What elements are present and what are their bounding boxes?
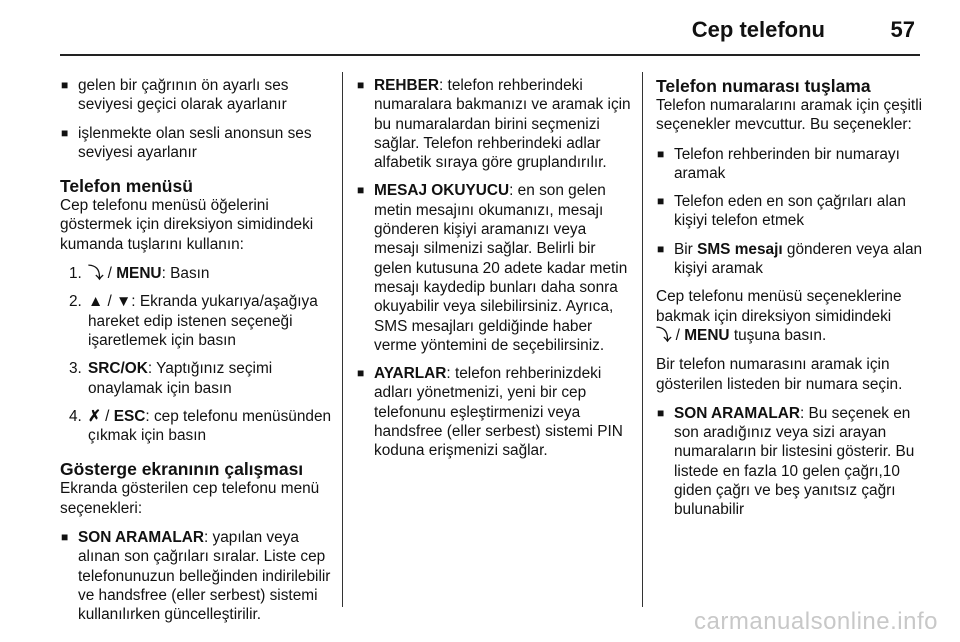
page-title: Cep telefonu bbox=[691, 17, 825, 42]
bullet-icon: ■ bbox=[657, 241, 665, 256]
step-item: 3. SRC/OK: Yaptığınız seçimi onaylamak için basın bbox=[69, 360, 273, 397]
section-heading-display: Gösterge ekranının çalışması bbox=[60, 459, 304, 480]
column-right bbox=[656, 76, 926, 529]
paragraph: Telefon numaralarını aramak için çeşitli seçenekler mevcuttur. Bu seçenekler: bbox=[656, 97, 923, 134]
list-item: ■ REHBER: telefon rehberindeki numaralara bakmanızı ve aramak için bu numaralardan birini seçmenizi sağlar. Telefon rehberindeki adlar alfabetik sıraya göre gruplandırılır. bbox=[357, 77, 631, 172]
arrow-up-down-icon: ▲ / ▼ bbox=[88, 293, 132, 311]
key-label: MENU bbox=[684, 326, 730, 344]
list-item: ■ Telefon eden en son çağrıları alan kişiyi telefon etmek bbox=[657, 193, 906, 230]
bullet-icon: ■ bbox=[657, 405, 665, 420]
key-label: MENU bbox=[116, 265, 162, 283]
list-item: ■ AYARLAR: telefon rehberinizdeki adları yönetmenizi, yeni bir cep telefonunu eşleştirmenizi veya handsfree (eller serbest) sistemi PIN koduna erişmenizi sağlar. bbox=[357, 365, 623, 460]
page-number: 57 bbox=[890, 17, 915, 42]
list-item: ■ gelen bir çağrının ön ayarlı ses seviyesi geçici olarak ayarlanır bbox=[61, 77, 289, 114]
bullet-icon: ■ bbox=[61, 530, 69, 545]
section-heading-menu: Telefon menüsü bbox=[60, 176, 193, 197]
column-left bbox=[60, 76, 332, 634]
hangup-icon: ✗ bbox=[88, 407, 101, 425]
bullet-icon: ■ bbox=[657, 194, 665, 209]
bullet-icon: ■ bbox=[61, 78, 69, 92]
bullet-icon: ■ bbox=[357, 366, 365, 381]
section-heading-dial: Telefon numarası tuşlama bbox=[656, 76, 871, 96]
column-divider bbox=[342, 72, 343, 607]
bullet-icon: ■ bbox=[657, 146, 665, 161]
phone-icon: ⤵ bbox=[88, 265, 104, 283]
bullet-icon: ■ bbox=[357, 78, 365, 92]
paragraph: Ekranda gösterilen cep telefonu menü seçenekleri: bbox=[60, 480, 320, 517]
list-item: ■ SON ARAMALAR: yapılan veya alınan son çağrıları sıralar. Liste cep telefonunuzun belleğinden indirilebilir ve handsfree (eller serbest) sistemi kullanılırken güncelleştirilir. bbox=[61, 529, 331, 624]
page-header bbox=[60, 14, 920, 56]
bullet-icon: ■ bbox=[61, 125, 69, 140]
list-item: ■ işlenmekte olan sesli anonsun ses seviyesi ayarlanır bbox=[61, 124, 312, 161]
bullet-icon: ■ bbox=[357, 183, 365, 198]
step-item: 1. ⤵ / MENU: Basın bbox=[69, 265, 210, 283]
watermark: carmanualsonline.info bbox=[694, 608, 938, 635]
key-label: ESC bbox=[113, 407, 146, 425]
column-middle bbox=[356, 76, 631, 470]
phone-icon: ⤵ bbox=[656, 326, 672, 344]
list-item: ■ Bir SMS mesajı gönderen veya alan kişiyi aramak bbox=[657, 240, 923, 278]
paragraph: Bir telefon numarasını aramak için gösterilen listeden bir numara seçin. bbox=[656, 356, 903, 393]
paragraph: Cep telefonu menüsü seçeneklerine bakmak için direksiyon simidindeki ⤵ / MENU tuşuna basın. bbox=[656, 288, 902, 344]
list-item: ■ MESAJ OKUYUCU: en son gelen metin mesajını okumanızı, mesajı gönderen kişiyi aramanızı veya mesajı silmenizi sağlar. Belirli bir gelen kutusuna 20 adete kadar metin mesajı kaydedip bunları daha sonra okuyabilir veya silebilirsiniz. Ayrıca, SMS mesajları geldiğinde haber verme yöntemini de seçebilirsiniz. bbox=[357, 182, 628, 354]
key-label: SRC/OK bbox=[88, 360, 148, 378]
list-item: ■ Telefon rehberinden bir numarayı aramak bbox=[657, 145, 900, 182]
paragraph: Cep telefonu menüsü öğelerini göstermek için direksiyon simidindeki kumanda tuşlarını kullanın: bbox=[60, 197, 314, 253]
list-item: ■ SON ARAMALAR: Bu seçenek en son aradığınız veya sizi arayan numaraların bir listesini gösterir. Bu listede en fazla 10 gelen çağrı,10 giden çağrı ve beş yanıtsız çağrı bulunabilir bbox=[657, 404, 915, 519]
step-item: 2. ▲ / ▼: Ekranda yukarıya/aşağıya hareket edip istenen seçeneği işaretlemek için basın bbox=[69, 293, 318, 349]
step-item: 4. ✗ / ESC: cep telefonu menüsünden çıkmak için basın bbox=[69, 407, 332, 445]
column-divider bbox=[642, 72, 643, 607]
